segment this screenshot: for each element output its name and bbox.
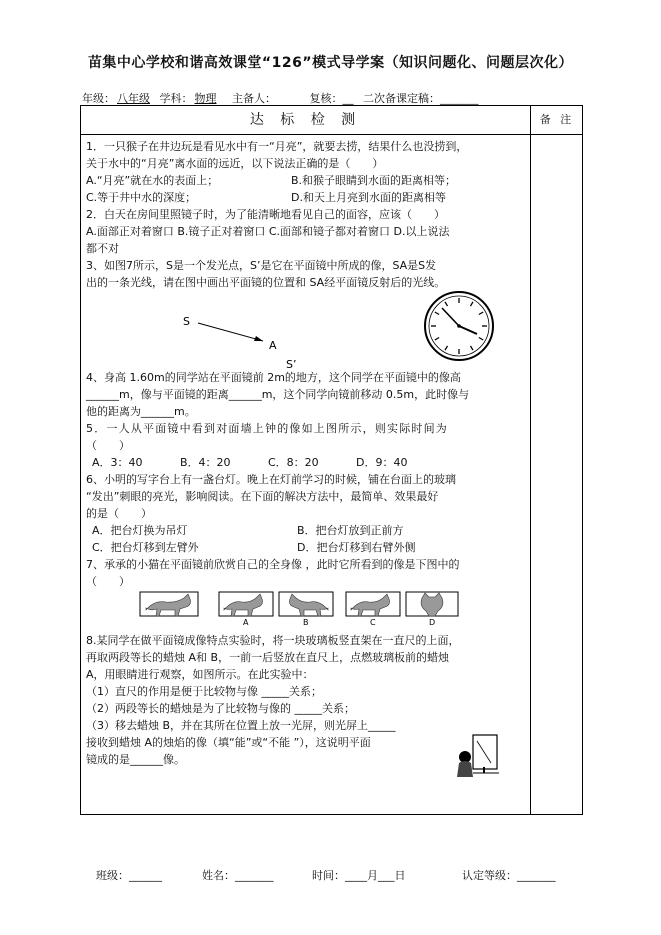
q7-line-2: （ ） — [86, 575, 130, 588]
second-prep-label: 二次备课定稿：_______ — [363, 92, 479, 105]
q6-option-d: D．把台灯移到右臂外侧 — [297, 541, 416, 554]
subject-label: 学科： — [159, 92, 193, 105]
figure-7 — [86, 291, 526, 369]
q6-option-c: C．把台灯移到左臂外 — [92, 541, 199, 554]
q5-option-c: C．8：20 — [268, 456, 319, 469]
q6-option-a: A．把台灯换为吊灯 — [92, 524, 188, 537]
point-s-label: S — [183, 315, 190, 328]
q1-line-2: 关于水中的“月亮”离水面的远近，以下说法正确的是（ ） — [86, 157, 384, 170]
preparer-label: 主备人： — [232, 92, 276, 105]
q6-option-b: B．把台灯放到正前方 — [297, 524, 404, 537]
cat-label-d: D — [429, 618, 436, 627]
note-heading: 备 注 — [530, 106, 583, 134]
q5-option-a: A．3：40 — [92, 456, 143, 469]
point-a-label: A — [269, 339, 277, 352]
experiment-illustration — [453, 733, 501, 785]
q5-option-b: B．4：20 — [180, 456, 231, 469]
q8-line-2: 再取两段等长的蜡烛 A和 B，一前一后竖放在直尺上，点燃玻璃板前的蜡烛 — [86, 651, 450, 664]
q1-line-1: 1．一只猴子在井边玩是看见水中有一“月亮”，就要去捞，结果什么也没捞到， — [86, 140, 468, 153]
footer-level: 认定等级：_______ — [462, 869, 556, 882]
q5-option-d: D．9：40 — [356, 456, 408, 469]
clock-icon — [425, 292, 493, 360]
q8-line-3: A，用眼睛进行观察，如图所示。在此实验中： — [86, 668, 314, 681]
q8-sub-4: 接收到蜡烛 A的烛焰的像（填“能”或“不能 ”），这说明平面 — [86, 736, 371, 749]
q5-line-1: 5．一人从平面镜中看到对面墙上钟的像如上图所示，则实际时间为 — [86, 422, 448, 435]
grade-value: 八年级 — [117, 92, 150, 105]
table-heading: 达 标 检 测 — [249, 112, 362, 128]
q3-line-2: 出的一条光线，请在图中画出平面镜的位置和 SA经平面镜反射后的光线。 — [86, 276, 446, 289]
ray-arrowhead — [254, 336, 263, 341]
q5-line-2: （ ） — [86, 439, 130, 452]
cat-label-a: A — [243, 618, 249, 627]
q1-option-d: D.和天上月亮到水面的距离相等 — [291, 191, 446, 204]
q6-line-3: 的是（ ） — [86, 507, 152, 520]
table-header — [81, 106, 582, 135]
info-line — [82, 90, 485, 106]
document-title: 苗集中心学校和谐高效课堂“126”模式导学案（知识问题化、问题层次化） — [87, 55, 574, 71]
cat-icon — [146, 593, 443, 616]
q4-line-2: ______m，像与平面镜的距离______m，这个同学向镜前移动 0.5m，此时像与 — [86, 388, 470, 401]
q1-option-b: B.和猴子眼睛到水面的距离相等； — [291, 174, 457, 187]
q8-sub-3: （3）移去蜡烛 B，并在其所在位置上放一光屏，则光屏上_____ — [86, 719, 396, 732]
footer-class: 班级：______ — [96, 869, 162, 882]
q7-figure — [86, 590, 526, 628]
q6-options-cd — [86, 539, 526, 556]
q2-line-3: 都不对 — [86, 242, 119, 255]
q2-line-1: 2．白天在房间里照镜子时，为了能清晰地看见自己的面容，应该（ ） — [86, 208, 445, 221]
q1-option-a: A.“月亮”就在水的表面上； — [86, 174, 219, 187]
q1-option-c: C.等于井中水的深度； — [86, 191, 197, 204]
q8-line-1: 8.某同学在做平面镜成像特点实验时，将一块玻璃板竖直架在一直尺的上面， — [86, 634, 460, 647]
questions-content — [86, 138, 526, 768]
footer-name: 姓名：_______ — [202, 869, 274, 882]
q7-cats-drawing — [86, 590, 526, 628]
q6-line-1: 6、小明的写字台上有一盏台灯。晚上在灯前学习的时候，铺在台面上的玻璃 — [86, 473, 456, 486]
image-point-label: S’ — [286, 358, 297, 369]
q2-line-2: A.面部正对着窗口 B.镜子正对着窗口 C.面部和镜子都对着窗口 D.以上说法 — [86, 225, 450, 238]
exercise-table — [80, 105, 583, 815]
reviewer-label: 复核：__ — [309, 92, 354, 105]
q8-sub-5: 镜成的是______像。 — [86, 753, 185, 766]
q1-options-ab — [86, 172, 526, 189]
q6-options-ab — [86, 522, 526, 539]
subject-value: 物理 — [194, 92, 217, 105]
q4-line-1: 4、身高 1.60m的同学站在平面镜前 2m的地方，这个同学在平面镜中的像高 — [86, 371, 461, 384]
column-divider — [530, 134, 531, 814]
q8-sub-1: （1）直尺的作用是便于比较物与像 _____关系； — [86, 685, 322, 698]
grade-label: 年级： — [82, 92, 115, 105]
q1-options-cd — [86, 189, 526, 206]
cat-label-b: B — [303, 618, 309, 627]
q7-line-1: 7、承承的小猫在平面镜前欣赏自己的全身像 ，此时它所看到的像是下图中的 — [86, 558, 460, 571]
q3-line-1: 3、如图7所示，S是一个发光点，S’是它在平面镜中所成的像，SA是S发 — [86, 259, 437, 272]
q6-line-2: “发出”刺眼的亮光，影响阅读。在下面的解决方法中，最简单、效果最好 — [86, 490, 439, 503]
q4-line-3: 他的距离为______m。 — [86, 405, 196, 418]
q8-sub-2: （2）两段等长的蜡烛是为了比较物与像的 _____关系； — [86, 702, 355, 715]
figure-7-drawing — [86, 291, 526, 369]
q5-options — [86, 454, 526, 471]
cat-label-c: C — [370, 618, 376, 627]
ray-sa — [198, 323, 263, 341]
footer-time: 时间：____月___日 — [312, 869, 406, 882]
